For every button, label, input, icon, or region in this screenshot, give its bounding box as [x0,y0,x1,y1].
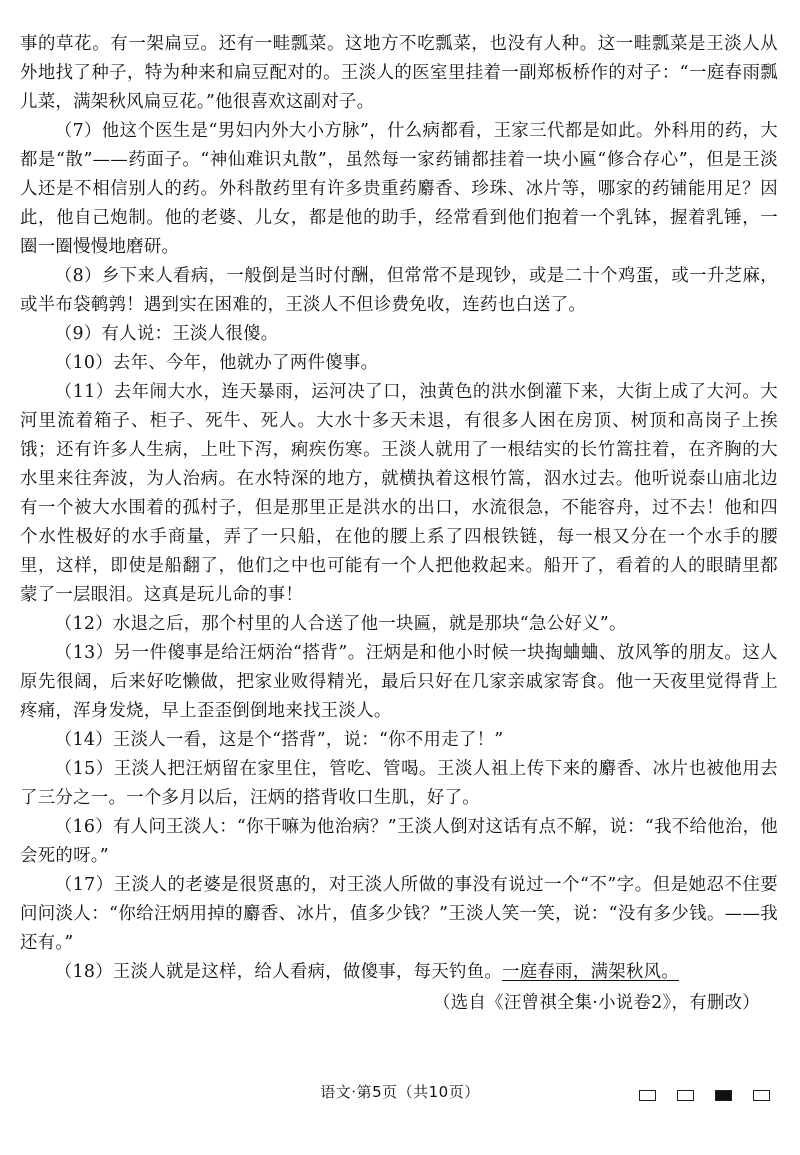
document-page [20,30,778,1018]
paragraph-p11: （11）去年闹大水，连天暴雨，运河决了口，浊黄色的洪水倒灌下来，大街上成了大河。大河里流着箱子、柜子、死牛、死人。大水十多天未退，有很多人困在房顶、树顶和高岗子上挨饿；还有许多人生病，上吐下泻，痢疾伤寒。王淡人就用了一根结实的长竹篙拄着，在齐胸的大水里来往奔波，为人治病。在水特深的地方，就横执着这根竹篙，泅水过去。他听说泰山庙北边有一个被大水围着的孤村子，但是那里正是洪水的出口，水流很急，不能容舟，过不去！他和四个水性极好的水手商量，弄了一只船，在他的腰上系了四根铁链，每一根又分在一个水手的腰里，这样，即使是船翻了，他们之中也可能有一个人把他救起来。船开了，看着的人的眼睛里都蒙了一层眼泪。这真是玩儿命的事！ [20,382,778,605]
paragraph-p7: （7）他这个医生是“男妇内外大小方脉”，什么病都看，王家三代都是如此。外科用的药，大都是“散”——药面子。“神仙难识丸散”，虽然每一家药铺都挂着一块小匾“修合存心”，但是王淡人还是不相信别人的药。外科散药里有许多贵重药麝香、珍珠、冰片等，哪家的药铺能用足？因此，他自己炮制。他的老婆、儿女，都是他的助手，经常看到他们抱着一个乳钵，握着乳锤，一圈一圈慢慢地磨研。 [20,121,778,257]
paragraph-p15: （15）王淡人把汪炳留在家里住，管吃、管喝。王淡人祖上传下来的麝香、冰片也被他用去了三分之一。一个多月以后，汪炳的搭背收口生肌，好了。 [20,759,778,808]
empty-square-icon [753,1090,770,1101]
paragraph-p8: （8）乡下来人看病，一般倒是当时付酬，但常常不是现钞，或是二十个鸡蛋，或一升芝麻，或半布袋鹌鹑！遇到实在困难的，王淡人不但诊费免收，连药也白送了。 [20,266,778,315]
empty-square-icon [639,1090,656,1101]
page-number-label: 语文·第5页（共10页） [320,1083,480,1101]
article-body [20,30,778,958]
paragraph-18 [20,958,778,987]
paragraph-p17: （17）王淡人的老婆是很贤惠的，对王淡人所做的事没有说过一个“不”字。但是她忍不住要问问淡人：“你给汪炳用掉的麝香、冰片，值多少钱？”王淡人笑一笑，说：“没有多少钱。——我还有。” [20,875,778,953]
paragraph-p13: （13）另一件傻事是给汪炳治“搭背”。汪炳是和他小时候一块掏蛐蛐、放风筝的朋友。这人原先很阔，后来好吃懒做，把家业败得精光，最后只好在几家亲戚家寄食。他一天夜里觉得背上疼痛，浑身发烧，早上歪歪倒倒地来找王淡人。 [20,643,778,721]
underlined-quote: 一庭春雨，满架秋风。 [502,962,680,982]
paragraph-18-text: （18）王淡人就是这样，给人看病，做傻事，每天钓鱼。 [54,962,503,982]
binding-marks [618,1086,770,1100]
paragraph-p10: （10）去年、今年，他就办了两件傻事。 [54,353,379,373]
paragraph-p16: （16）有人问王淡人：“你干嘛为他治病？”王淡人倒对这话有点不解，说：“我不给他治，他会死的呀。” [20,817,778,866]
paragraph-p6-cont: 事的草花。有一架扁豆。还有一畦瓢菜。这地方不吃瓢菜，也没有人种。这一畦瓢菜是王淡人从外地找了种子，特为种来和扁豆配对的。王淡人的医室里挂着一副郑板桥作的对子：“一庭春雨瓢儿菜，满架秋风扁豆花。”他很喜欢这副对子。 [20,34,778,112]
paragraph-p14: （14）王淡人一看，这是个“搭背”，说：“你不用走了！” [54,730,504,750]
empty-square-icon [677,1090,694,1101]
source-citation: （选自《汪曾祺全集·小说卷2》，有删改） [433,993,760,1013]
page-footer [0,1080,800,1104]
paragraph-p9: （9）有人说：王淡人很傻。 [54,324,279,344]
paragraph-p12: （12）水退之后，那个村里的人合送了他一块匾，就是那块“急公好义”。 [54,614,627,634]
filled-square-icon [715,1090,732,1101]
